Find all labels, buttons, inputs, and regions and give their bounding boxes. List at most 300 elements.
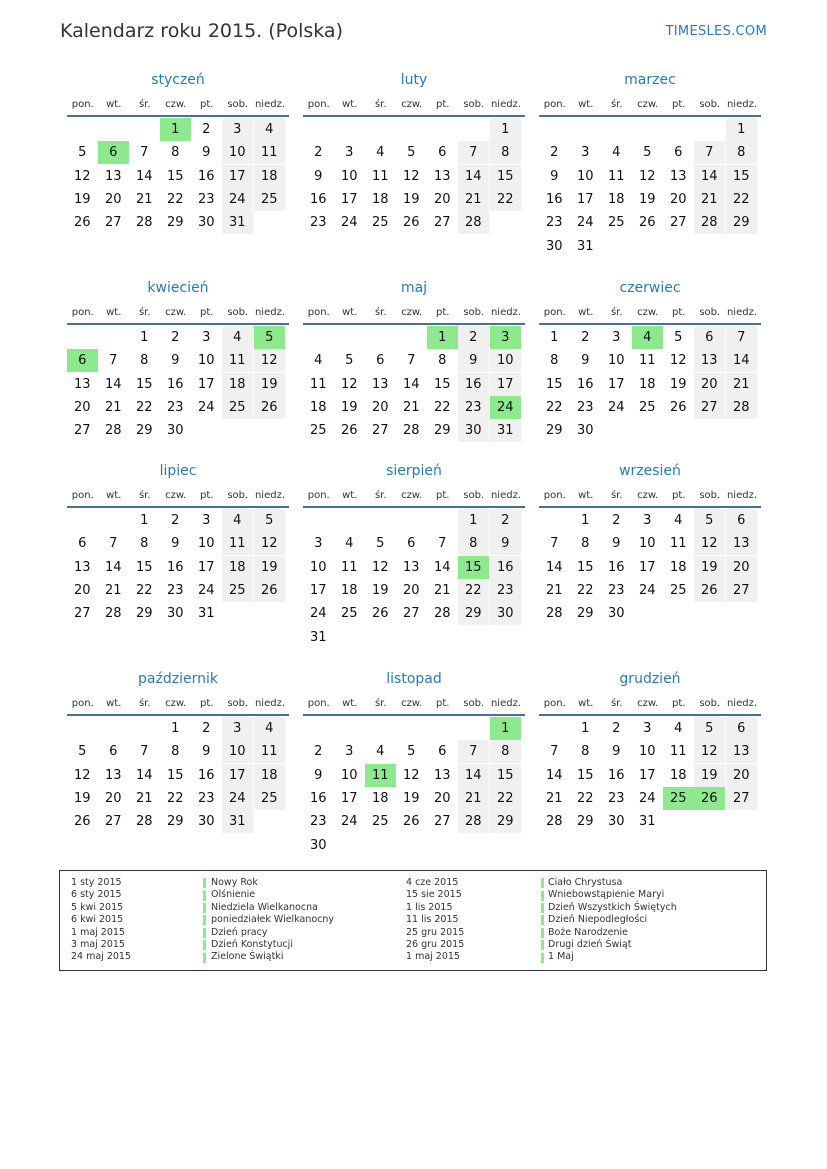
day-cell: 22 [490,188,521,211]
legend-date: 3 maj 2015 [71,939,125,950]
weekday-label: czw. [637,307,659,318]
day-cell: 26 [694,579,725,602]
header-rule [67,115,289,117]
weekday-label: niedz. [726,490,758,501]
legend-date: 24 maj 2015 [71,951,132,963]
weekday-header [67,698,289,712]
day-cell: 20 [726,764,757,787]
day-cell: 1 [140,330,149,345]
header-rule [67,506,289,508]
day-cell: 21 [402,399,420,415]
day-cell: 20 [433,191,451,207]
legend-holiday-name: Drugi dzień Świąt [548,939,632,950]
weekday-label: pon. [543,490,566,501]
day-cell: 2 [550,145,559,161]
month-name: styczeń [151,72,205,88]
day-cell: 16 [166,559,184,575]
day-cell: 14 [458,165,489,188]
day-cell: 9 [550,168,559,184]
day-cell: 9 [202,145,211,161]
legend-date: 15 sie 2015 [406,889,462,901]
day-cell: 6 [407,536,416,552]
legend-color-marker [541,891,544,901]
day-cell: 19 [371,582,389,598]
weekday-label: sob. [699,99,721,110]
weekday-label: sob. [227,99,249,110]
day-cell: 20 [694,373,725,396]
day-cell: 13 [73,559,91,575]
day-cell: 10 [340,168,358,184]
day-cell: 18 [254,764,285,787]
day-cell: 24 [638,582,656,598]
day-cell: 25 [222,396,253,419]
holiday-legend [59,870,767,971]
day-cell: 5 [376,536,385,552]
day-cell: 16 [309,790,327,806]
day-cell: 18 [222,556,253,579]
weekday-label: pon. [307,490,330,501]
day-cell: 31 [222,211,253,234]
day-cell: 28 [545,606,563,622]
day-cell: 25 [669,582,687,598]
day-cell: 29 [135,606,153,622]
day-cell: 8 [550,353,559,369]
weekday-label: wt. [342,490,358,501]
day-cell: 16 [197,168,215,184]
weekday-header [539,698,761,712]
day-cell: 28 [726,396,757,419]
day-cell: 10 [222,740,253,763]
day-cell: 6 [438,744,447,760]
holiday-day-cell: 4 [632,326,663,349]
weekday-label: wt. [106,99,122,110]
day-cell: 7 [109,536,118,552]
day-cell: 15 [166,168,184,184]
day-cell: 13 [104,767,122,783]
day-cell: 15 [490,764,521,787]
day-cell: 18 [309,399,327,415]
day-cell: 3 [202,513,211,528]
day-cell: 1 [726,118,757,141]
day-cell: 25 [607,215,625,231]
day-cell: 15 [576,559,594,575]
weekday-label: pon. [307,698,330,709]
day-cell: 30 [197,215,215,231]
weekday-label: śr. [138,307,151,318]
day-cell: 24 [309,606,327,622]
day-cell: 3 [643,513,652,528]
day-cell: 7 [407,353,416,369]
day-cell: 16 [545,191,563,207]
day-cell: 26 [254,396,285,419]
day-cell: 19 [638,191,656,207]
day-cell: 21 [545,582,563,598]
legend-holiday-name: Dzień Konstytucji [211,939,293,950]
day-cell: 10 [490,349,521,372]
day-cell: 14 [402,376,420,392]
day-cell: 23 [458,396,489,419]
day-cell: 23 [166,399,184,415]
day-cell: 15 [545,376,563,392]
day-cell: 1 [140,513,149,528]
month-name: październik [138,671,218,687]
day-cell: 25 [254,787,285,810]
weekday-label: wt. [342,99,358,110]
weekday-label: wt. [342,307,358,318]
day-cell: 30 [166,423,184,439]
day-cell: 8 [438,353,447,369]
legend-holiday-name: Wniebowstąpienie Maryi [548,889,665,901]
weekday-label: niedz. [490,490,522,501]
day-cell: 10 [638,744,656,760]
weekday-label: pt. [436,307,450,318]
day-cell: 17 [197,559,215,575]
legend-color-marker [541,903,544,913]
day-cell: 21 [458,188,489,211]
day-cell: 14 [545,767,563,783]
weekday-header [539,99,761,113]
day-cell: 10 [607,353,625,369]
day-cell: 7 [550,536,559,552]
day-cell: 29 [166,814,184,830]
day-cell: 19 [402,191,420,207]
holiday-day-cell: 5 [254,326,285,349]
day-cell: 5 [78,744,87,760]
legend-holiday-name: poniedziałek Wielkanocny [211,914,335,926]
holiday-day-cell: 3 [490,326,521,349]
weekday-label: sob. [463,698,485,709]
day-cell: 30 [607,606,625,622]
weekday-label: wt. [342,698,358,709]
day-cell: 11 [222,532,253,555]
day-cell: 15 [135,559,153,575]
day-cell: 12 [669,353,687,369]
day-cell: 12 [402,168,420,184]
weekday-label: śr. [610,99,623,110]
day-cell: 27 [73,423,91,439]
day-cell: 11 [669,536,687,552]
header-rule [303,506,525,508]
day-cell: 30 [490,602,521,625]
day-cell: 3 [581,145,590,161]
brand-link[interactable]: TIMESLES.COM [665,24,767,39]
day-cell: 26 [638,215,656,231]
weekday-label: sob. [227,698,249,709]
legend-holiday-name: Olśnienie [211,889,256,901]
day-cell: 19 [73,191,91,207]
day-cell: 22 [576,790,594,806]
weekday-label: sob. [227,307,249,318]
day-cell: 2 [202,122,211,137]
weekday-label: pon. [543,99,566,110]
legend-color-marker [541,940,544,950]
legend-date: 25 gru 2015 [406,926,465,938]
day-cell: 19 [694,764,725,787]
day-cell: 19 [73,790,91,806]
day-cell: 7 [140,744,149,760]
legend-holiday-name: Dzień Wszystkich Świętych [548,901,677,913]
day-cell: 9 [612,744,621,760]
day-cell: 13 [73,376,91,392]
day-cell: 2 [171,330,180,345]
day-cell: 16 [309,191,327,207]
day-cell: 31 [490,419,521,442]
holiday-day-cell: 1 [160,118,191,141]
day-cell: 17 [340,191,358,207]
weekday-label: śr. [610,490,623,501]
day-cell: 23 [309,814,327,830]
day-cell: 10 [197,353,215,369]
day-cell: 28 [135,215,153,231]
day-cell: 20 [402,582,420,598]
weekday-label: sob. [699,698,721,709]
day-cell: 11 [309,376,327,392]
header-rule [67,323,289,325]
day-cell: 8 [140,353,149,369]
day-cell: 2 [490,509,521,532]
day-cell: 26 [402,215,420,231]
day-cell: 27 [433,215,451,231]
weekday-label: sob. [227,490,249,501]
weekday-label: sob. [699,307,721,318]
weekday-label: niedz. [490,99,522,110]
day-cell: 1 [171,721,180,736]
day-cell: 17 [222,764,253,787]
day-cell: 29 [726,211,757,234]
day-cell: 27 [694,396,725,419]
day-cell: 13 [433,168,451,184]
legend-date: 11 lis 2015 [406,914,459,926]
day-cell: 7 [550,744,559,760]
day-cell: 15 [433,376,451,392]
day-cell: 1 [581,721,590,736]
day-cell: 4 [222,509,253,532]
day-cell: 10 [309,559,327,575]
month-name: czerwiec [619,280,681,296]
day-cell: 28 [402,423,420,439]
day-cell: 2 [612,513,621,528]
day-cell: 13 [726,532,757,555]
day-cell: 17 [490,373,521,396]
day-cell: 23 [576,399,594,415]
month-name: lipiec [159,463,197,479]
day-cell: 28 [694,211,725,234]
day-cell: 20 [104,790,122,806]
day-cell: 26 [254,579,285,602]
weekday-label: wt. [578,307,594,318]
day-cell: 25 [340,606,358,622]
day-cell: 5 [254,509,285,532]
day-cell: 27 [669,215,687,231]
day-cell: 14 [545,559,563,575]
legend-color-marker [541,928,544,938]
legend-color-marker [541,953,544,963]
weekday-label: wt. [106,698,122,709]
day-cell: 10 [340,767,358,783]
day-cell: 18 [222,373,253,396]
day-cell: 19 [669,376,687,392]
legend-date: 4 cze 2015 [406,877,459,888]
day-cell: 11 [371,168,389,184]
header-rule [539,506,761,508]
day-cell: 29 [433,423,451,439]
day-cell: 16 [607,767,625,783]
day-cell: 9 [458,349,489,372]
holiday-day-cell: 6 [98,141,129,164]
month-name: sierpień [386,463,442,479]
day-cell: 17 [638,559,656,575]
day-cell: 12 [340,376,358,392]
day-cell: 3 [202,330,211,345]
day-cell: 23 [490,579,521,602]
day-cell: 21 [433,582,451,598]
day-cell: 12 [73,767,91,783]
day-cell: 16 [576,376,594,392]
day-cell: 27 [726,579,757,602]
legend-holiday-name: Boże Narodzenie [548,926,628,938]
day-cell: 23 [309,215,327,231]
day-cell: 2 [171,513,180,528]
weekday-label: pt. [436,99,450,110]
day-cell: 4 [254,717,285,740]
day-cell: 9 [314,767,323,783]
day-cell: 7 [458,141,489,164]
weekday-label: czw. [401,698,423,709]
month-name: marzec [624,72,676,88]
day-cell: 6 [726,717,757,740]
day-cell: 27 [104,215,122,231]
day-cell: 28 [104,606,122,622]
day-cell: 26 [402,814,420,830]
legend-holiday-name: Nowy Rok [211,877,258,888]
weekday-label: sob. [463,307,485,318]
day-cell: 30 [309,837,327,853]
day-cell: 24 [340,215,358,231]
day-cell: 21 [135,191,153,207]
weekday-label: śr. [374,490,387,501]
day-cell: 22 [545,399,563,415]
day-cell: 12 [638,168,656,184]
day-cell: 29 [135,423,153,439]
day-cell: 22 [166,191,184,207]
day-cell: 6 [109,744,118,760]
day-cell: 21 [104,399,122,415]
day-cell: 28 [104,423,122,439]
weekday-label: wt. [578,490,594,501]
day-cell: 23 [607,582,625,598]
day-cell: 8 [140,536,149,552]
day-cell: 18 [371,790,389,806]
weekday-label: wt. [578,698,594,709]
legend-color-marker [541,915,544,925]
day-cell: 8 [171,145,180,161]
day-cell: 10 [222,141,253,164]
day-cell: 27 [73,606,91,622]
day-cell: 14 [694,165,725,188]
day-cell: 15 [166,767,184,783]
day-cell: 22 [490,787,521,810]
weekday-label: niedz. [490,698,522,709]
weekday-label: wt. [106,490,122,501]
day-cell: 6 [376,353,385,369]
day-cell: 3 [612,330,621,345]
day-cell: 31 [576,238,594,254]
day-cell: 1 [458,509,489,532]
day-cell: 24 [607,399,625,415]
header-rule [303,115,525,117]
legend-color-marker [203,891,206,901]
weekday-label: czw. [637,490,659,501]
weekday-label: niedz. [726,698,758,709]
weekday-header [67,307,289,321]
day-cell: 14 [104,376,122,392]
weekday-label: pt. [200,99,214,110]
day-cell: 12 [694,532,725,555]
day-cell: 31 [309,629,327,645]
legend-color-marker [541,878,544,888]
holiday-day-cell: 26 [694,787,725,810]
day-cell: 20 [726,556,757,579]
legend-date: 6 kwi 2015 [71,914,124,926]
weekday-label: śr. [374,99,387,110]
day-cell: 18 [371,191,389,207]
day-cell: 31 [197,606,215,622]
day-cell: 30 [545,238,563,254]
day-cell: 3 [345,744,354,760]
day-cell: 2 [202,721,211,736]
day-cell: 14 [104,559,122,575]
weekday-label: niedz. [726,307,758,318]
day-cell: 12 [73,168,91,184]
legend-holiday-name: Zielone Świątki [211,951,284,963]
day-cell: 11 [638,353,656,369]
day-cell: 3 [222,717,253,740]
day-cell: 15 [576,767,594,783]
weekday-label: wt. [578,99,594,110]
header-rule [539,115,761,117]
day-cell: 25 [371,215,389,231]
day-cell: 9 [490,532,521,555]
day-cell: 19 [340,399,358,415]
day-cell: 21 [545,790,563,806]
weekday-label: pt. [200,698,214,709]
day-cell: 4 [612,145,621,161]
day-cell: 27 [433,814,451,830]
day-cell: 25 [309,423,327,439]
weekday-label: czw. [165,307,187,318]
day-cell: 12 [402,767,420,783]
holiday-day-cell: 1 [490,717,521,740]
day-cell: 6 [694,326,725,349]
day-cell: 11 [254,141,285,164]
header-rule [539,714,761,716]
day-cell: 21 [104,582,122,598]
weekday-header [303,698,525,712]
day-cell: 8 [171,744,180,760]
day-cell: 7 [109,353,118,369]
day-cell: 22 [458,579,489,602]
weekday-label: pt. [436,490,450,501]
holiday-day-cell: 1 [427,326,458,349]
day-cell: 25 [254,188,285,211]
day-cell: 18 [254,165,285,188]
day-cell: 11 [340,559,358,575]
day-cell: 2 [458,326,489,349]
day-cell: 20 [433,790,451,806]
day-cell: 29 [490,810,521,833]
day-cell: 24 [222,188,253,211]
day-cell: 26 [371,606,389,622]
